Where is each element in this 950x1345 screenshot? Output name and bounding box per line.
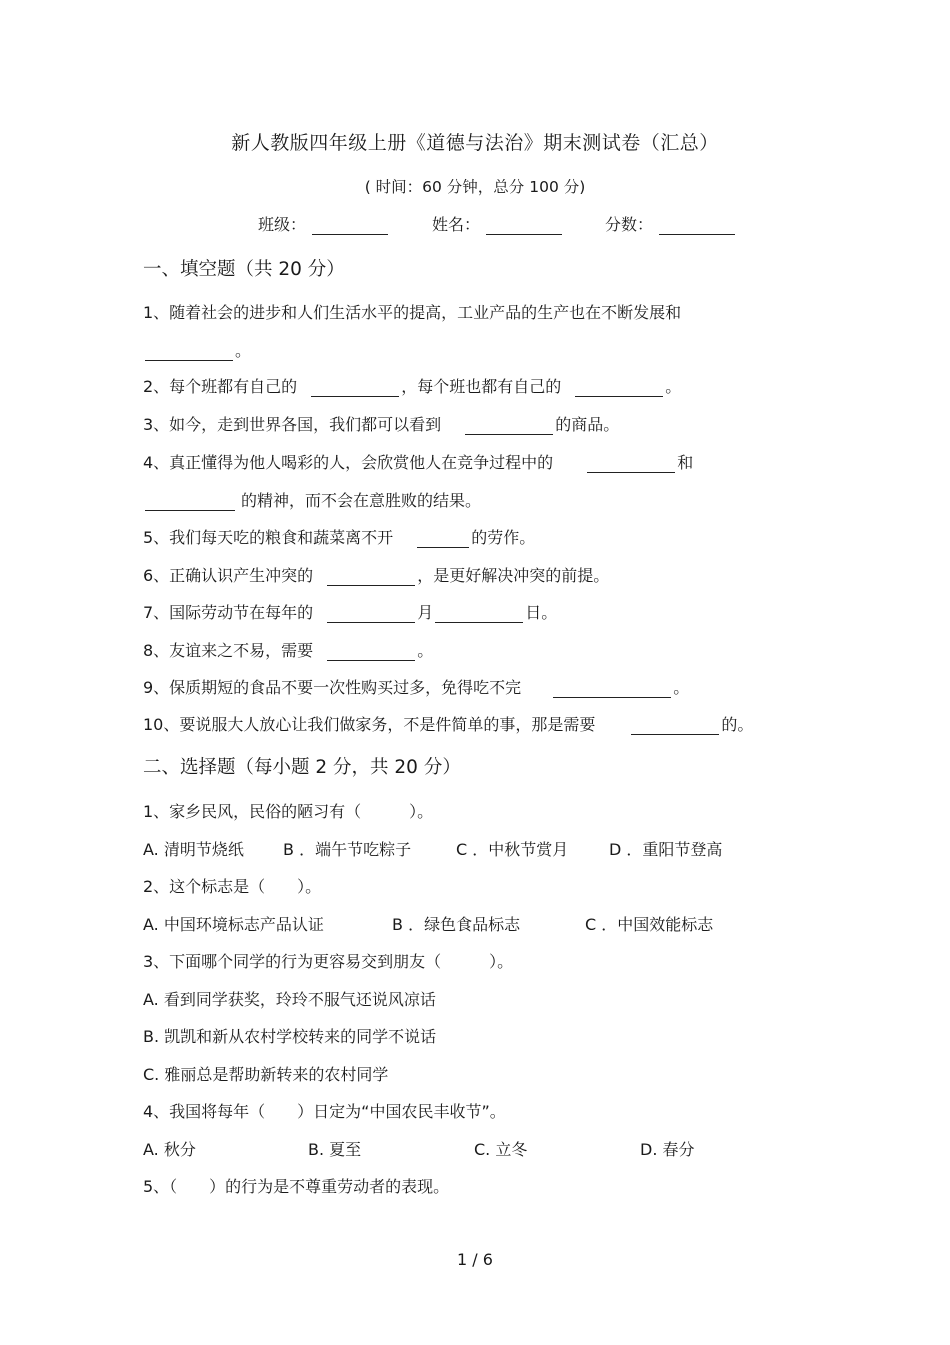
choice-q2-option-b: B ．绿色食品标志 xyxy=(392,915,521,934)
fill-q4-line1: 4、真正懂得为他人喝彩的人，会欣赏他人在竞争过程中的 和 xyxy=(143,453,694,472)
answer-blank xyxy=(327,606,415,623)
section-1-heading: 一、填空题（共 20 分） xyxy=(143,259,345,280)
choice-q3: 3、下面哪个同学的行为更容易交到朋友（ ）。 xyxy=(143,952,514,971)
fill-q6: 6、正确认识产生冲突的 ，是更好解决冲突的前提。 xyxy=(143,566,610,585)
choice-q4: 4、我国将每年（ ）日定为“中国农民丰收节”。 xyxy=(143,1102,506,1121)
score-label: 分数： xyxy=(605,215,654,234)
choice-q1-option-b: B ．端午节吃粽子 xyxy=(283,840,412,859)
choice-q2-option-c: C ．中国效能标志 xyxy=(585,915,714,934)
answer-blank xyxy=(587,456,675,473)
fill-q1-line1: 1、随着社会的进步和人们生活水平的提高，工业产品的生产也在不断发展和 xyxy=(143,303,682,322)
choice-q2: 2、这个标志是（ ）。 xyxy=(143,877,322,896)
class-field xyxy=(258,212,388,235)
page-number: 1 / 6 xyxy=(457,1250,493,1269)
name-field xyxy=(432,212,562,235)
choice-q5: 5、（ ）的行为是不尊重劳动者的表现。 xyxy=(143,1177,450,1196)
answer-blank xyxy=(417,531,469,548)
choice-q2-option-a: A. 中国环境标志产品认证 xyxy=(143,915,324,934)
name-label: 姓名： xyxy=(432,215,481,234)
choice-q1: 1、家乡民风，民俗的陋习有（ ）。 xyxy=(143,802,434,821)
class-label: 班级： xyxy=(258,215,307,234)
choice-q3-option-b: B. 凯凯和新从农村学校转来的同学不说话 xyxy=(143,1027,437,1046)
answer-blank xyxy=(435,606,523,623)
answer-blank xyxy=(553,681,671,698)
fill-q5: 5、我们每天吃的粮食和蔬菜离不开 的劳作。 xyxy=(143,528,536,547)
choice-q1-option-d: D ．重阳节登高 xyxy=(609,840,723,859)
fill-q1-line2: 。 xyxy=(143,338,251,361)
choice-q3-option-a: A. 看到同学获奖，玲玲不服气还说风凉话 xyxy=(143,990,436,1009)
fill-q4-line2: 的精神，而不会在意胜败的结果。 xyxy=(143,488,481,511)
answer-blank xyxy=(631,718,719,735)
class-blank xyxy=(312,216,388,235)
score-blank xyxy=(659,216,735,235)
answer-blank xyxy=(465,418,553,435)
name-blank xyxy=(486,216,562,235)
choice-q4-option-c: C. 立冬 xyxy=(474,1140,528,1159)
answer-blank xyxy=(327,644,415,661)
fill-q2: 2、每个班都有自己的 ，每个班也都有自己的 。 xyxy=(143,377,682,396)
exam-subtitle: ( 时间：60 分钟，总分 100 分) xyxy=(364,178,586,196)
choice-q4-option-a: A. 秋分 xyxy=(143,1140,196,1159)
fill-q3: 3、如今，走到世界各国，我们都可以看到 的商品。 xyxy=(143,415,620,434)
exam-title: 新人教版四年级上册《道德与法治》期末测试卷（汇总） xyxy=(231,132,719,154)
choice-q4-option-d: D. 春分 xyxy=(640,1140,695,1159)
answer-blank xyxy=(575,380,663,397)
choice-q4-option-b: B. 夏至 xyxy=(308,1140,362,1159)
choice-q3-option-c: C. 雅丽总是帮助新转来的农村同学 xyxy=(143,1065,389,1084)
choice-q1-option-a: A. 清明节烧纸 xyxy=(143,840,244,859)
fill-q10: 10、要说服大人放心让我们做家务，不是件简单的事，那是需要 的。 xyxy=(143,715,754,734)
section-2-heading: 二、选择题（每小题 2 分，共 20 分） xyxy=(143,757,461,778)
fill-q8: 8、友谊来之不易，需要 。 xyxy=(143,641,434,660)
score-field xyxy=(605,212,735,235)
answer-blank xyxy=(145,494,235,511)
choice-q1-option-c: C ．中秋节赏月 xyxy=(456,840,569,859)
answer-blank xyxy=(145,344,233,361)
fill-q7: 7、国际劳动节在每年的 月 日。 xyxy=(143,603,558,622)
fill-q9: 9、保质期短的食品不要一次性购买过多，免得吃不完 。 xyxy=(143,678,690,697)
answer-blank xyxy=(311,380,399,397)
answer-blank xyxy=(327,569,415,586)
